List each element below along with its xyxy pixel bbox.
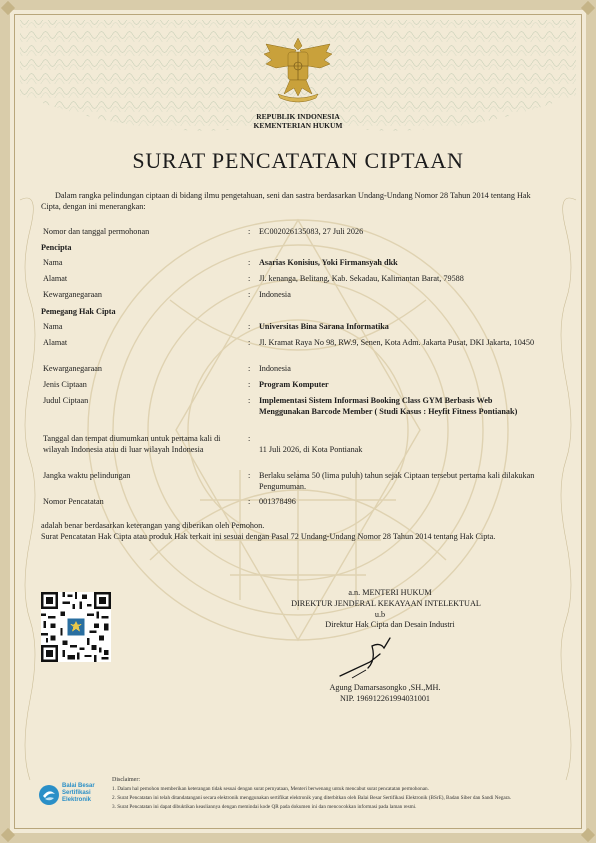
colon: : — [248, 338, 251, 347]
disclaimer-item-2: 2. Surat Pencatatan ini telah ditandatangani secara elektronik menggunakan sertifikat elektronik yang diterbitkan oleh Balai Besar Sertifikasi Elektronik (BSrE), Badan Siber dan Sandi Negara. — [112, 795, 512, 801]
pemegang-nama-label: Nama — [43, 322, 63, 331]
signature-an: a.n. MENTERI HUKUM — [348, 588, 432, 597]
qr-code-icon[interactable] — [41, 592, 111, 662]
colon: : — [248, 380, 251, 389]
colon: : — [248, 497, 251, 506]
pencipta-nama-value: Asarias Konisius, Yoki Firmansyah dkk — [259, 258, 398, 267]
tanggal-value: 11 Juli 2026, di Kota Pontianak — [259, 445, 363, 454]
pemegang-heading: Pemegang Hak Cipta — [41, 307, 116, 316]
colon: : — [248, 434, 251, 443]
colon: : — [248, 471, 251, 480]
ministry-name: KEMENTERIAN HUKUM — [253, 121, 343, 130]
pencipta-alamat-value: Jl. kenanga, Belitang, Kab. Sekadau, Kalimantan Barat, 79588 — [259, 274, 464, 283]
nomor-pencatatan-value: 001378496 — [259, 497, 296, 506]
signature-direktur: Direktur Hak Cipta dan Desain Industri — [325, 620, 455, 629]
bsre-line-2: Sertifikasi — [62, 790, 91, 796]
closing-line-2: Surat Pencatatan Hak Cipta atau produk Hak terkait ini sesuai dengan Pasal 72 Undang-Undang Nomor 28 Tahun 2014 tentang Hak Cipta. — [41, 532, 496, 541]
nomor-label: Nomor dan tanggal permohonan — [43, 227, 150, 236]
nomor-value: EC002026135083, 27 Juli 2026 — [259, 227, 364, 236]
pencipta-nama-label: Nama — [43, 258, 63, 267]
pencipta-warga-value: Indonesia — [259, 290, 291, 299]
pencipta-heading: Pencipta — [41, 243, 72, 252]
judul-label: Judul Ciptaan — [43, 396, 89, 405]
disclaimer-item-3: 3. Surat Pencatatan ini dapat dibuktikan keasliannya dengan memindai kode QR pada dokumen ini dan mencocokkan informasi pada laman resmi. — [112, 804, 417, 810]
country-name: REPUBLIK INDONESIA — [256, 112, 340, 121]
jenis-value: Program Komputer — [259, 380, 329, 389]
disclaimer-heading: Disclaimer: — [112, 777, 140, 783]
jenis-label: Jenis Ciptaan — [43, 380, 87, 389]
nomor-pencatatan-label: Nomor Pencatatan — [43, 497, 104, 506]
pemegang-alamat-label: Alamat — [43, 338, 68, 347]
closing-line-1: adalah benar berdasarkan keterangan yang diberikan oleh Pemohon. — [41, 521, 265, 530]
pemegang-warga-label: Kewarganegaraan — [43, 364, 102, 373]
colon: : — [248, 396, 251, 405]
signature-ub: u.b — [374, 610, 386, 619]
pemegang-nama-value: Universitas Bina Sarana Informatika — [259, 322, 389, 331]
colon: : — [248, 290, 251, 299]
bsre-logo-icon — [38, 784, 60, 806]
pencipta-warga-label: Kewarganegaraan — [43, 290, 102, 299]
colon: : — [248, 258, 251, 267]
pemegang-warga-value: Indonesia — [259, 364, 291, 373]
inner-frame — [14, 14, 582, 829]
colon: : — [248, 274, 251, 283]
colon: : — [248, 322, 251, 331]
signer-name: Agung Damarsasongko ,SH.,MH. — [329, 683, 441, 692]
judul-value: Implementasi Sistem Informasi Booking Class GYM Berbasis Web Menggunakan Barcode Member ( Studi Kasus : Heyfit Fitness Pontianak) — [259, 396, 518, 416]
garuda-emblem-icon — [258, 28, 338, 108]
pencipta-alamat-label: Alamat — [43, 274, 68, 283]
signature-dirjen: DIREKTUR JENDERAL KEKAYAAN INTELEKTUAL — [291, 599, 481, 608]
bsre-line-3: Elektronik — [62, 797, 92, 803]
bsre-logo — [38, 781, 110, 811]
document-title: SURAT PENCATATAN CIPTAAN — [132, 148, 464, 173]
intro-paragraph: Dalam rangka pelindungan ciptaan di bidang ilmu pengetahuan, seni dan sastra berdasarkan Undang-Undang Nomor 28 Tahun 2014 tentang Hak Cipta, dengan ini menerangkan: — [41, 191, 531, 211]
signer-nip: NIP. 196912261994031001 — [339, 694, 431, 703]
disclaimer-item-1: 1. Dalam hal pemohon memberikan keterangan tidak sesuai dengan surat pernyataan, Menteri berwenang untuk mencabut surat pencatatan permohonan. — [112, 786, 429, 792]
jangka-value: Berlaku selama 50 (lima puluh) tahun sejak Ciptaan tersebut pertama kali dilakukan Pengumuman. — [259, 471, 535, 491]
handwritten-signature-icon — [330, 634, 410, 682]
pemegang-alamat-value: Jl. Kramat Raya No 98, RW.9, Senen, Kota Adm. Jakarta Pusat, DKI Jakarta, 10450 — [259, 338, 535, 347]
colon: : — [248, 364, 251, 373]
bsre-line-1: Balai Besar — [62, 783, 95, 789]
tanggal-label: Tanggal dan tempat diumumkan untuk pertama kali di wilayah Indonesia atau di luar wilayah Indonesia — [43, 434, 221, 454]
jangka-label: Jangka waktu pelindungan — [43, 471, 131, 480]
colon: : — [248, 227, 251, 236]
